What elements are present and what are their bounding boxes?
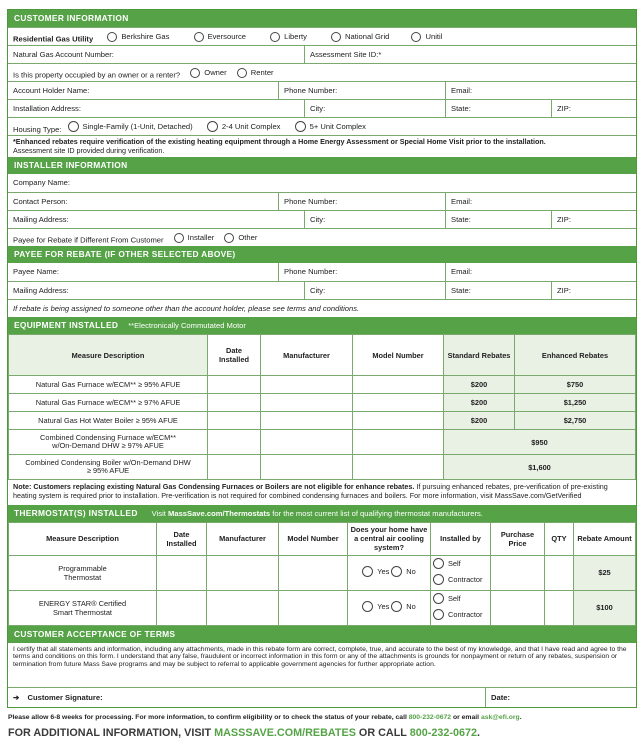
table-row: Combined Condensing Boiler w/On-Demand DHW ≥ 95% AFUE $1,600 — [9, 455, 636, 480]
city-field[interactable]: City: — [304, 100, 445, 117]
price-input[interactable] — [491, 555, 545, 590]
ecm-footnote: **Electronically Commutated Motor — [128, 321, 246, 330]
payee-city-field[interactable]: City: — [304, 282, 445, 299]
rebates-link[interactable]: MASSSAVE.COM/REBATES — [214, 727, 356, 739]
date-input[interactable] — [157, 590, 207, 625]
table-row: Natural Gas Furnace w/ECM** ≥ 97% AFUE $200 $1,250 — [9, 394, 636, 412]
table-row: Natural Gas Hot Water Boiler ≥ 95% AFUE $200 $2,750 — [9, 412, 636, 430]
payee-question: Payee for Rebate if Different From Customer — [13, 235, 164, 245]
installer-phone-field[interactable]: Phone Number: — [278, 193, 445, 210]
payee-option-installer[interactable]: Installer — [174, 229, 215, 246]
thermostat-header-row: Measure Description Date Installed Manufacturer Model Number Does your home have a central air cooling system? Installed by Purchase Price QTY Rebate Amount — [9, 522, 636, 555]
table-row: Combined Condensing Furnace w/ECM** w/On-Demand DHW ≥ 97% AFUE $950 — [9, 430, 636, 455]
radio-icon[interactable] — [107, 32, 117, 42]
account-number-field[interactable]: Natural Gas Account Number: — [13, 50, 114, 59]
installed-contractor[interactable]: Contractor — [433, 573, 483, 586]
cooling-no[interactable]: No — [391, 601, 415, 612]
payee-email-field[interactable]: Email: — [445, 263, 636, 281]
radio-icon[interactable] — [433, 574, 444, 585]
date-input[interactable] — [208, 394, 261, 412]
rebate-form — [7, 9, 637, 708]
customer-note: *Enhanced rebates require verification of the existing heating equipment through a Home Energy Assessment or Special Home Visit prior to the installation. Assessment site ID provided during verification. — [8, 135, 636, 157]
signature-row — [8, 687, 636, 707]
radio-icon[interactable] — [433, 558, 444, 569]
acceptance-section-header: CUSTOMER ACCEPTANCE OF TERMS — [8, 626, 636, 643]
payee-section-header: PAYEE FOR REBATE (IF OTHER SELECTED ABOVE) — [8, 246, 636, 263]
radio-icon[interactable] — [295, 121, 306, 132]
email-field[interactable]: Email: — [445, 82, 636, 99]
equipment-section-header: EQUIPMENT INSTALLED **Electronically Commutated Motor — [8, 317, 636, 334]
col-enhanced: Enhanced Rebates — [515, 335, 636, 376]
payee-name-row — [8, 263, 636, 281]
installed-self[interactable]: Self — [433, 557, 461, 570]
date-input[interactable] — [157, 555, 207, 590]
manufacturer-input[interactable] — [261, 376, 353, 394]
account-holder-field[interactable]: Account Holder Name: — [13, 86, 90, 95]
installed-self[interactable]: Self — [433, 592, 461, 605]
equipment-header-row — [9, 335, 636, 376]
phone-link-big[interactable]: 800-232-0672 — [409, 727, 477, 739]
qty-input[interactable] — [545, 590, 574, 625]
thermostats-link[interactable]: MassSave.com/Thermostats — [168, 508, 271, 518]
zip-field[interactable]: ZIP: — [551, 100, 636, 117]
model-input[interactable] — [353, 412, 444, 430]
terms-text: I certify that all statements and information, including any attachments, made in this rebate form are correct, complete, true, and accurate to the best of my knowledge, and that I have read and agree to the terms and conditions on this form. I understand that any false, fraudulent or incorrect information in this form or any of the attachments is grounds for nonpayment or return of any rebates, suspension or termination from future Mass Save programs and may be subject to referral to applicable government agencies for further appropriate action. — [13, 645, 627, 669]
model-input[interactable] — [279, 555, 348, 590]
payee-note-row — [8, 299, 636, 317]
utility-row — [8, 27, 636, 45]
table-row: Programmable Thermostat Yes No Self Contractor $25 — [9, 555, 636, 590]
occupancy-question: Is this property occupied by an owner or a renter? — [13, 70, 181, 80]
col-model: Model Number — [353, 335, 444, 376]
col-date: Date Installed — [208, 335, 261, 376]
table-row: ENERGY STAR® Certified Smart Thermostat Yes No Self Contractor $100 — [9, 590, 636, 625]
company-name-field[interactable]: Company Name: — [13, 178, 70, 187]
contact-row — [8, 192, 636, 210]
occupancy-option-renter[interactable]: Renter — [237, 64, 274, 81]
cooling-no[interactable]: No — [391, 566, 415, 577]
payee-choice-row — [8, 228, 636, 246]
radio-icon[interactable] — [433, 609, 444, 620]
thermostat-table — [8, 522, 636, 626]
manufacturer-input[interactable] — [261, 394, 353, 412]
col-manufacturer: Manufacturer — [261, 335, 353, 376]
utility-option-liberty[interactable]: Liberty — [270, 28, 307, 45]
radio-icon[interactable] — [391, 566, 402, 577]
radio-icon[interactable] — [331, 32, 341, 42]
utility-option-berkshire[interactable]: Berkshire Gas — [107, 28, 169, 45]
housing-option-2-4[interactable]: 2-4 Unit Complex — [207, 118, 281, 135]
radio-icon[interactable] — [194, 32, 204, 42]
radio-icon[interactable] — [174, 233, 184, 243]
additional-info: FOR ADDITIONAL INFORMATION, VISIT MASSSAVE.COM/REBATES OR CALL 800-232-0672. — [8, 727, 480, 739]
thermostat-section-header: THERMOSTAT(S) INSTALLED Visit MassSave.com/Thermostats for the most current list of qualifying thermostat manufacturers. — [8, 505, 636, 522]
company-row — [8, 174, 636, 192]
utility-option-unitil[interactable]: Unitil — [411, 28, 442, 45]
model-input[interactable] — [353, 394, 444, 412]
occupancy-row — [8, 63, 636, 81]
utility-label: Residential Gas Utility — [13, 34, 94, 44]
payee-mailing-field[interactable]: Mailing Address: — [13, 286, 69, 295]
arrow-icon: ➔ — [13, 692, 20, 702]
install-address-row — [8, 99, 636, 117]
radio-icon[interactable] — [270, 32, 280, 42]
radio-icon[interactable] — [68, 121, 79, 132]
equipment-table — [8, 334, 636, 480]
date-input[interactable] — [208, 455, 261, 480]
cooling-yes[interactable]: Yes — [362, 601, 389, 612]
radio-icon[interactable] — [411, 32, 421, 42]
installer-zip-field[interactable]: ZIP: — [551, 211, 636, 228]
signature-field[interactable]: ➔ Customer Signature: — [13, 692, 103, 702]
installed-contractor[interactable]: Contractor — [433, 608, 483, 621]
price-input[interactable] — [491, 590, 545, 625]
housing-label: Housing Type: — [13, 125, 62, 134]
payee-state-field[interactable]: State: — [445, 282, 551, 299]
state-field[interactable]: State: — [445, 100, 551, 117]
manufacturer-input[interactable] — [207, 590, 279, 625]
radio-icon[interactable] — [190, 68, 200, 78]
payee-phone-field[interactable]: Phone Number: — [278, 263, 445, 281]
housing-option-5-plus[interactable]: 5+ Unit Complex — [295, 118, 366, 135]
installer-section-header: INSTALLER INFORMATION — [8, 157, 636, 174]
manufacturer-input[interactable] — [261, 412, 353, 430]
assessment-id-field[interactable]: Assessment Site ID:* — [304, 46, 636, 63]
radio-icon[interactable] — [237, 68, 247, 78]
contact-person-field[interactable]: Contact Person: — [13, 197, 68, 206]
email-link[interactable]: ask@efi.org — [480, 714, 520, 721]
payee-zip-field[interactable]: ZIP: — [551, 282, 636, 299]
table-row: Natural Gas Furnace w/ECM** ≥ 95% AFUE $200 $750 — [9, 376, 636, 394]
model-input[interactable] — [353, 430, 444, 455]
col-measure: Measure Description — [9, 335, 208, 376]
utility-option-national-grid[interactable]: National Grid — [331, 28, 389, 45]
model-input[interactable] — [279, 590, 348, 625]
installer-state-field[interactable]: State: — [445, 211, 551, 228]
equipment-note: Note: Customers replacing existing Natural Gas Condensing Furnaces or Boilers are not eligible for enhance rebates. If pursuing enhanced rebates, pre-verification of pre-existing heating system is required prior to installation. Pre-verification is not required for combined condensing furnaces and boilers. For more information, visit MassSave.com/GetVerified — [13, 482, 608, 500]
processing-note: Please allow 6-8 weeks for processing. For more information, to confirm eligibility or to check the status of your rebate, call 800-232-0672 or email ask@efi.org. — [8, 714, 522, 721]
installer-address-row — [8, 210, 636, 228]
cooling-yes[interactable]: Yes — [362, 566, 389, 577]
holder-row — [8, 81, 636, 99]
radio-icon[interactable] — [362, 566, 373, 577]
date-input[interactable] — [208, 412, 261, 430]
radio-icon[interactable] — [433, 593, 444, 604]
housing-row — [8, 117, 636, 135]
col-standard: Standard Rebates — [444, 335, 515, 376]
payee-address-row — [8, 281, 636, 299]
payee-name-field[interactable]: Payee Name: — [13, 267, 60, 276]
model-input[interactable] — [353, 376, 444, 394]
qty-input[interactable] — [545, 555, 574, 590]
housing-option-single[interactable]: Single-Family (1-Unit, Detached) — [68, 118, 193, 135]
installer-email-field[interactable]: Email: — [445, 193, 636, 210]
installation-address-field[interactable]: Installation Address: — [13, 104, 81, 113]
date-input[interactable] — [208, 430, 261, 455]
installer-mailing-field[interactable]: Mailing Address: — [13, 215, 69, 224]
manufacturer-input[interactable] — [207, 555, 279, 590]
phone-link[interactable]: 800-232-0672 — [408, 714, 452, 721]
date-input[interactable] — [208, 376, 261, 394]
radio-icon[interactable] — [362, 601, 373, 612]
installer-city-field[interactable]: City: — [304, 211, 445, 228]
model-input[interactable] — [353, 455, 444, 480]
payee-note: If rebate is being assigned to someone other than the account holder, please see terms and conditions. — [13, 304, 360, 313]
radio-icon[interactable] — [224, 233, 234, 243]
radio-icon[interactable] — [207, 121, 218, 132]
customer-section-header: CUSTOMER INFORMATION — [8, 10, 636, 27]
occupancy-option-owner[interactable]: Owner — [190, 64, 226, 81]
payee-option-other[interactable]: Other — [224, 229, 257, 246]
date-field[interactable]: Date: — [485, 688, 636, 707]
utility-option-eversource[interactable]: Eversource — [194, 28, 246, 45]
phone-field[interactable]: Phone Number: — [278, 82, 445, 99]
radio-icon[interactable] — [391, 601, 402, 612]
manufacturer-input[interactable] — [261, 455, 353, 480]
account-row — [8, 45, 636, 63]
manufacturer-input[interactable] — [261, 430, 353, 455]
